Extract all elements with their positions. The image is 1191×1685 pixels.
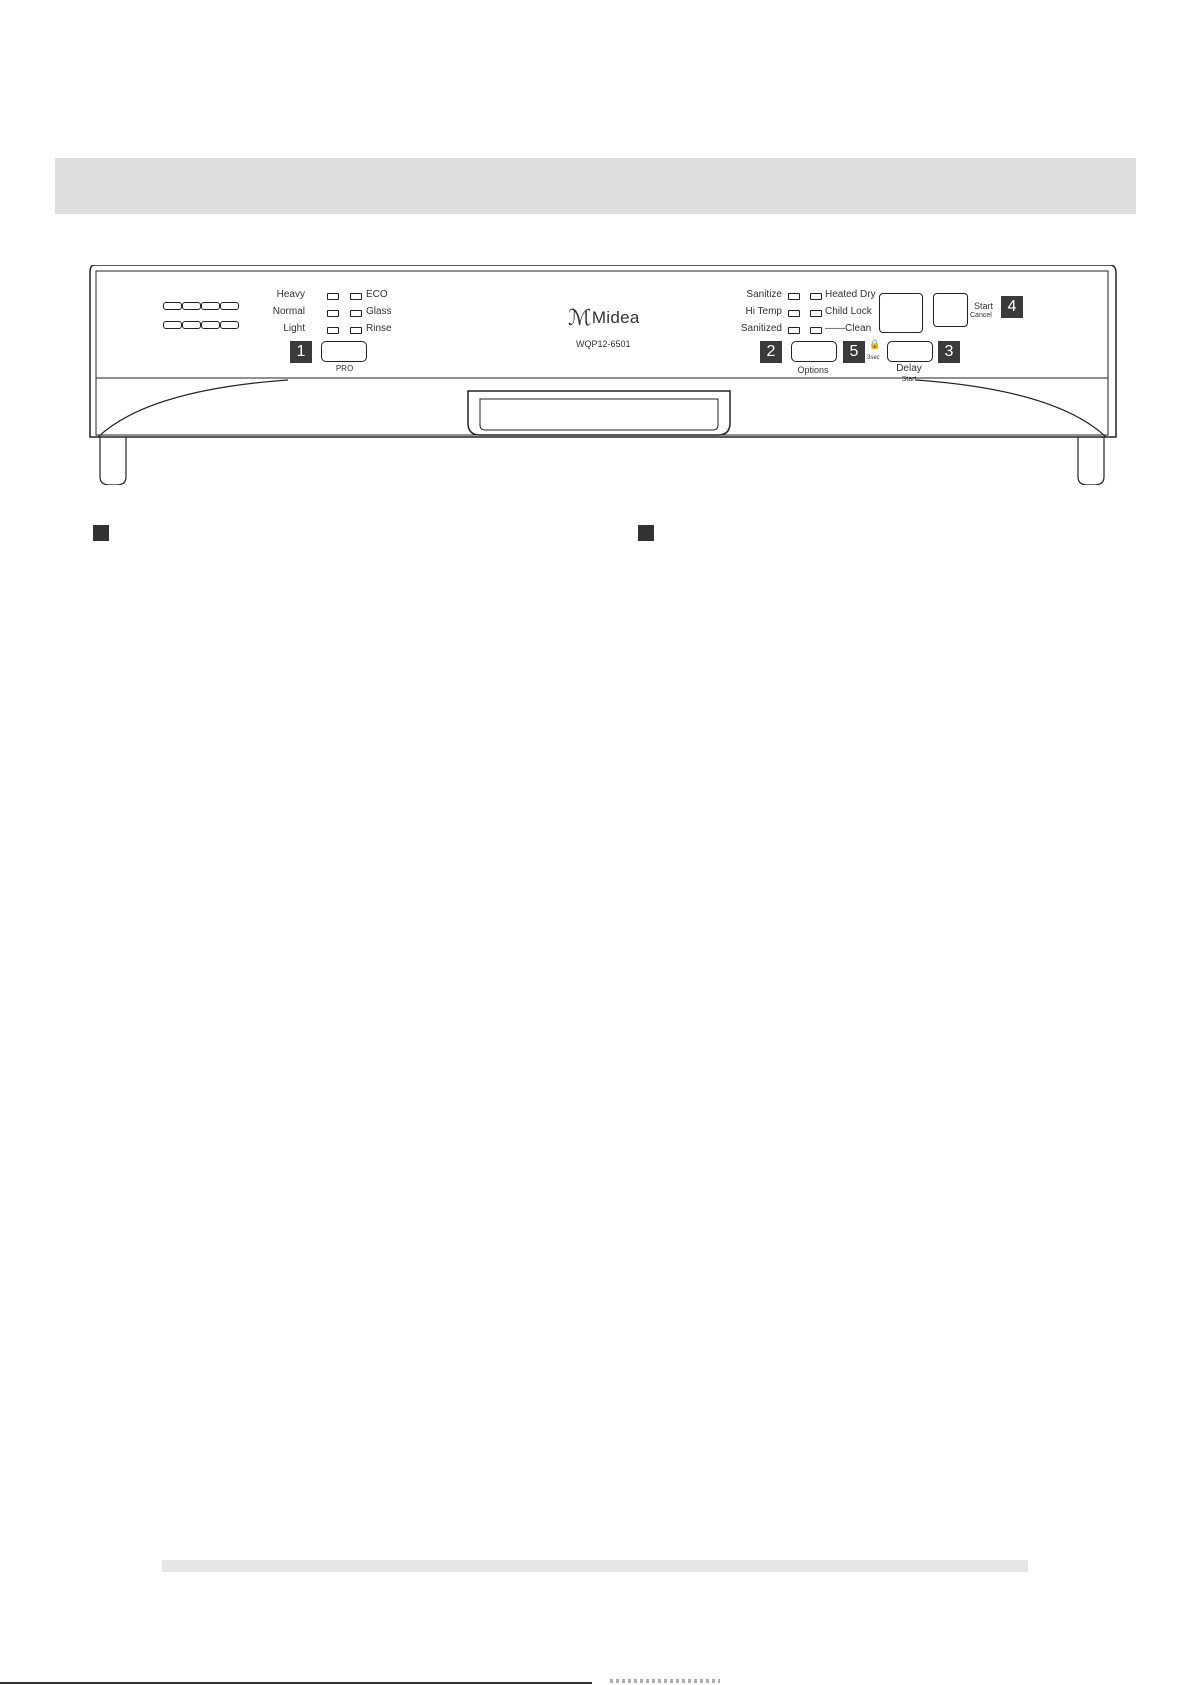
display-window (879, 293, 923, 333)
program-label-rinse: Rinse (366, 323, 392, 334)
led-indicator (350, 327, 362, 334)
option-label-hi-temp: Hi Temp (745, 306, 782, 317)
callout-3: 3 (938, 341, 960, 363)
display-segment (163, 302, 182, 310)
led-indicator (327, 327, 339, 334)
program-button[interactable] (321, 341, 367, 362)
lock-icon: 🔒 (869, 339, 881, 349)
brand-name: Midea (591, 308, 640, 327)
options-button[interactable] (791, 341, 837, 362)
footer-mark (610, 1679, 720, 1683)
display-segment (182, 321, 201, 329)
option-label-heated-dry: Heated Dry (825, 289, 876, 300)
control-panel-illustration (88, 265, 1118, 485)
start-label: Start (974, 301, 994, 311)
display-segment (182, 302, 201, 310)
header-band (55, 158, 1136, 214)
section-marker-left (93, 525, 109, 541)
callout-2: 2 (760, 341, 782, 363)
led-indicator (788, 293, 800, 300)
callout-4: 4 (1001, 296, 1023, 318)
led-indicator (788, 310, 800, 317)
brand-m-icon: ℳ (568, 305, 592, 330)
option-label-sanitize: Sanitize (746, 289, 782, 300)
delay-start-label: Start (901, 376, 917, 383)
display-segment (220, 321, 239, 329)
display-segment (163, 321, 182, 329)
led-indicator (350, 310, 362, 317)
program-label-normal: Normal (272, 306, 305, 317)
program-label-glass: Glass (366, 306, 392, 317)
delay-label: Delay (896, 363, 922, 374)
delay-start-button[interactable] (887, 341, 933, 362)
cancel-label: Cancel (970, 312, 992, 319)
start-cancel-button[interactable] (933, 293, 968, 327)
led-indicator (810, 310, 822, 317)
option-label-clean: ——Clean (825, 323, 872, 334)
pro-label: PRO (335, 364, 354, 373)
display-segment (201, 321, 220, 329)
led-indicator (810, 327, 822, 334)
footer-band (162, 1560, 1028, 1572)
callout-1: 1 (290, 341, 312, 363)
section-marker-right (638, 525, 654, 541)
brand-logo (568, 303, 640, 329)
display-segment (220, 302, 239, 310)
callout-5: 5 (843, 341, 865, 363)
led-indicator (327, 293, 339, 300)
led-indicator (350, 293, 362, 300)
display-segment (201, 302, 220, 310)
options-label: Options (797, 365, 829, 375)
lock-hold-label: 3sec (867, 355, 880, 361)
program-label-eco: ECO (366, 289, 388, 300)
program-label-heavy: Heavy (276, 289, 305, 300)
option-label-sanitized: Sanitized (740, 323, 782, 334)
led-indicator (788, 327, 800, 334)
model-number: WQP12-6501 (576, 339, 631, 349)
led-indicator (327, 310, 339, 317)
footer-rule (0, 1682, 592, 1684)
program-label-light: Light (283, 323, 305, 334)
option-label-child-lock: Child Lock (825, 306, 872, 317)
led-indicator (810, 293, 822, 300)
